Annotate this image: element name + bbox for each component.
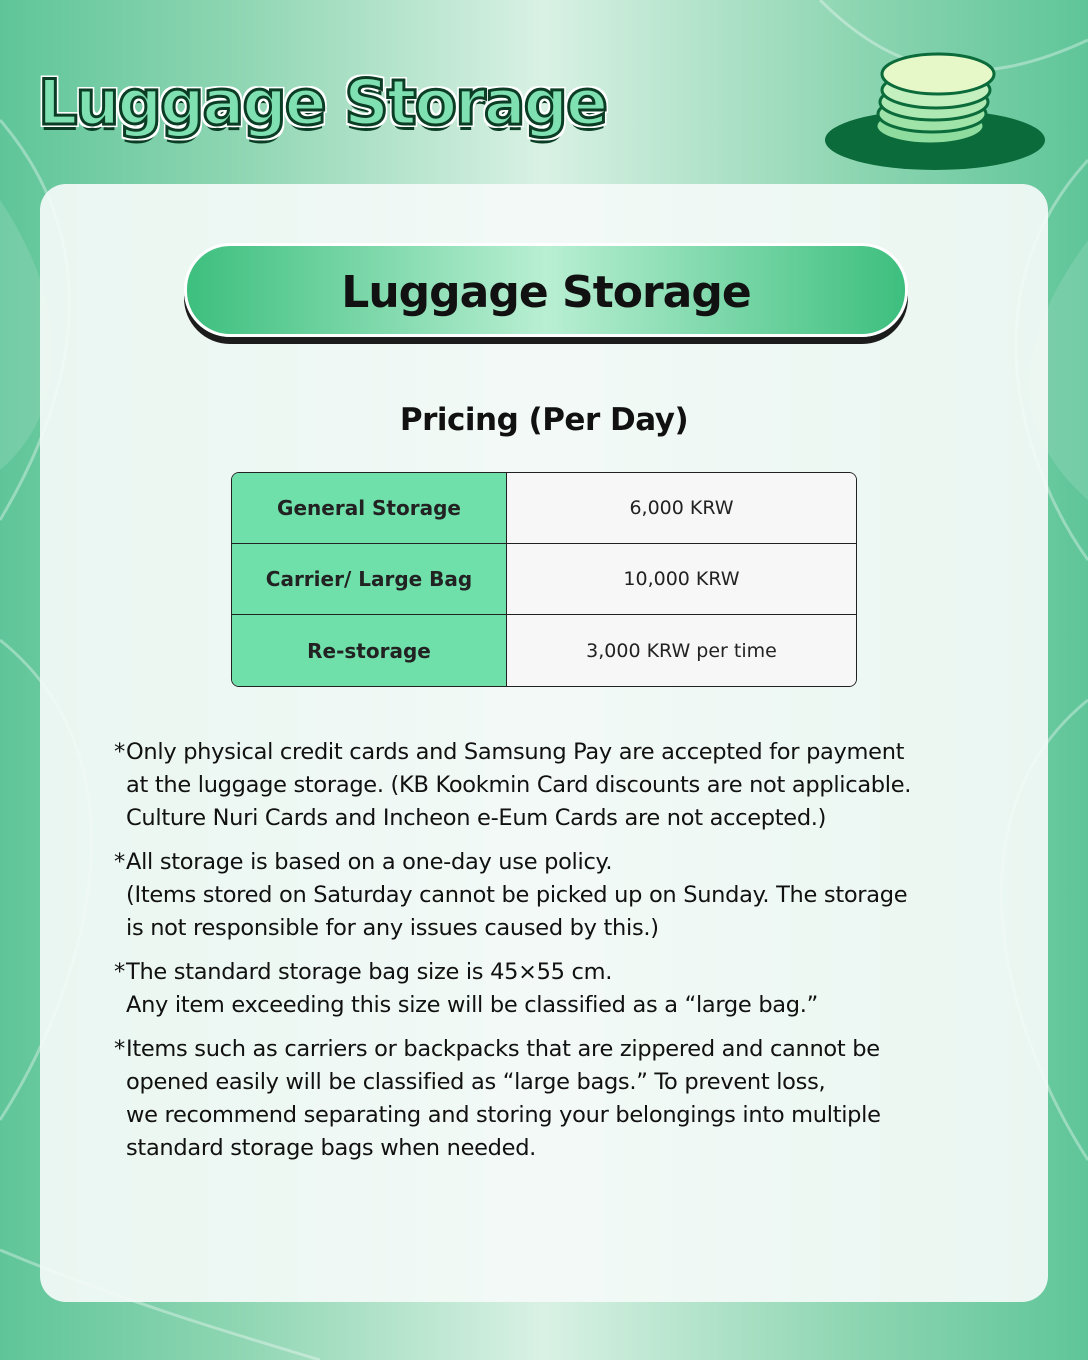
note-line: All storage is based on a one-day use policy. [126,849,613,875]
note-line: Only physical credit cards and Samsung Pay are accepted for payment [126,739,905,765]
note-line: we recommend separating and storing your belongings into multiple [126,1102,881,1128]
note-marker: * [114,959,125,985]
pricing-table [231,472,857,687]
pricing-value-restorage: 3,000 KRW per time [507,615,856,686]
note-line: Culture Nuri Cards and Incheon e-Eum Cards are not accepted.) [126,805,827,831]
note-item [114,846,1014,945]
note-line: at the luggage storage. (KB Kookmin Card discounts are not applicable. [126,772,912,798]
note-item [114,956,1014,1022]
note-line: The standard storage bag size is 45×55 cm. [126,959,613,985]
pricing-value-general: 6,000 KRW [507,473,856,544]
pricing-label-large-bag: Carrier/ Large Bag [232,544,507,615]
note-line: is not responsible for any issues caused by this.) [126,915,659,941]
logo-title: Luggage Storage [38,66,606,139]
banner-title: Luggage Storage [341,266,751,318]
note-item [114,736,1014,835]
note-item [114,1033,1014,1165]
coin-stack-icon [822,40,1052,180]
note-line: (Items stored on Saturday cannot be picked up on Sunday. The storage [126,882,908,908]
pricing-label-general: General Storage [232,473,507,544]
pricing-value-large-bag: 10,000 KRW [507,544,856,615]
note-marker: * [114,1036,125,1062]
note-line: Items such as carriers or backpacks that are zippered and cannot be [126,1036,880,1062]
note-line: opened easily will be classified as “large bags.” To prevent loss, [126,1069,826,1095]
pricing-heading: Pricing (Per Day) [399,402,689,438]
notes-list [114,736,1014,1176]
note-line: Any item exceeding this size will be classified as a “large bag.” [126,992,818,1018]
note-marker: * [114,739,125,765]
note-marker: * [114,849,125,875]
note-line: standard storage bags when needed. [126,1135,537,1161]
pricing-label-restorage: Re-storage [232,615,507,686]
title-banner [184,243,908,337]
